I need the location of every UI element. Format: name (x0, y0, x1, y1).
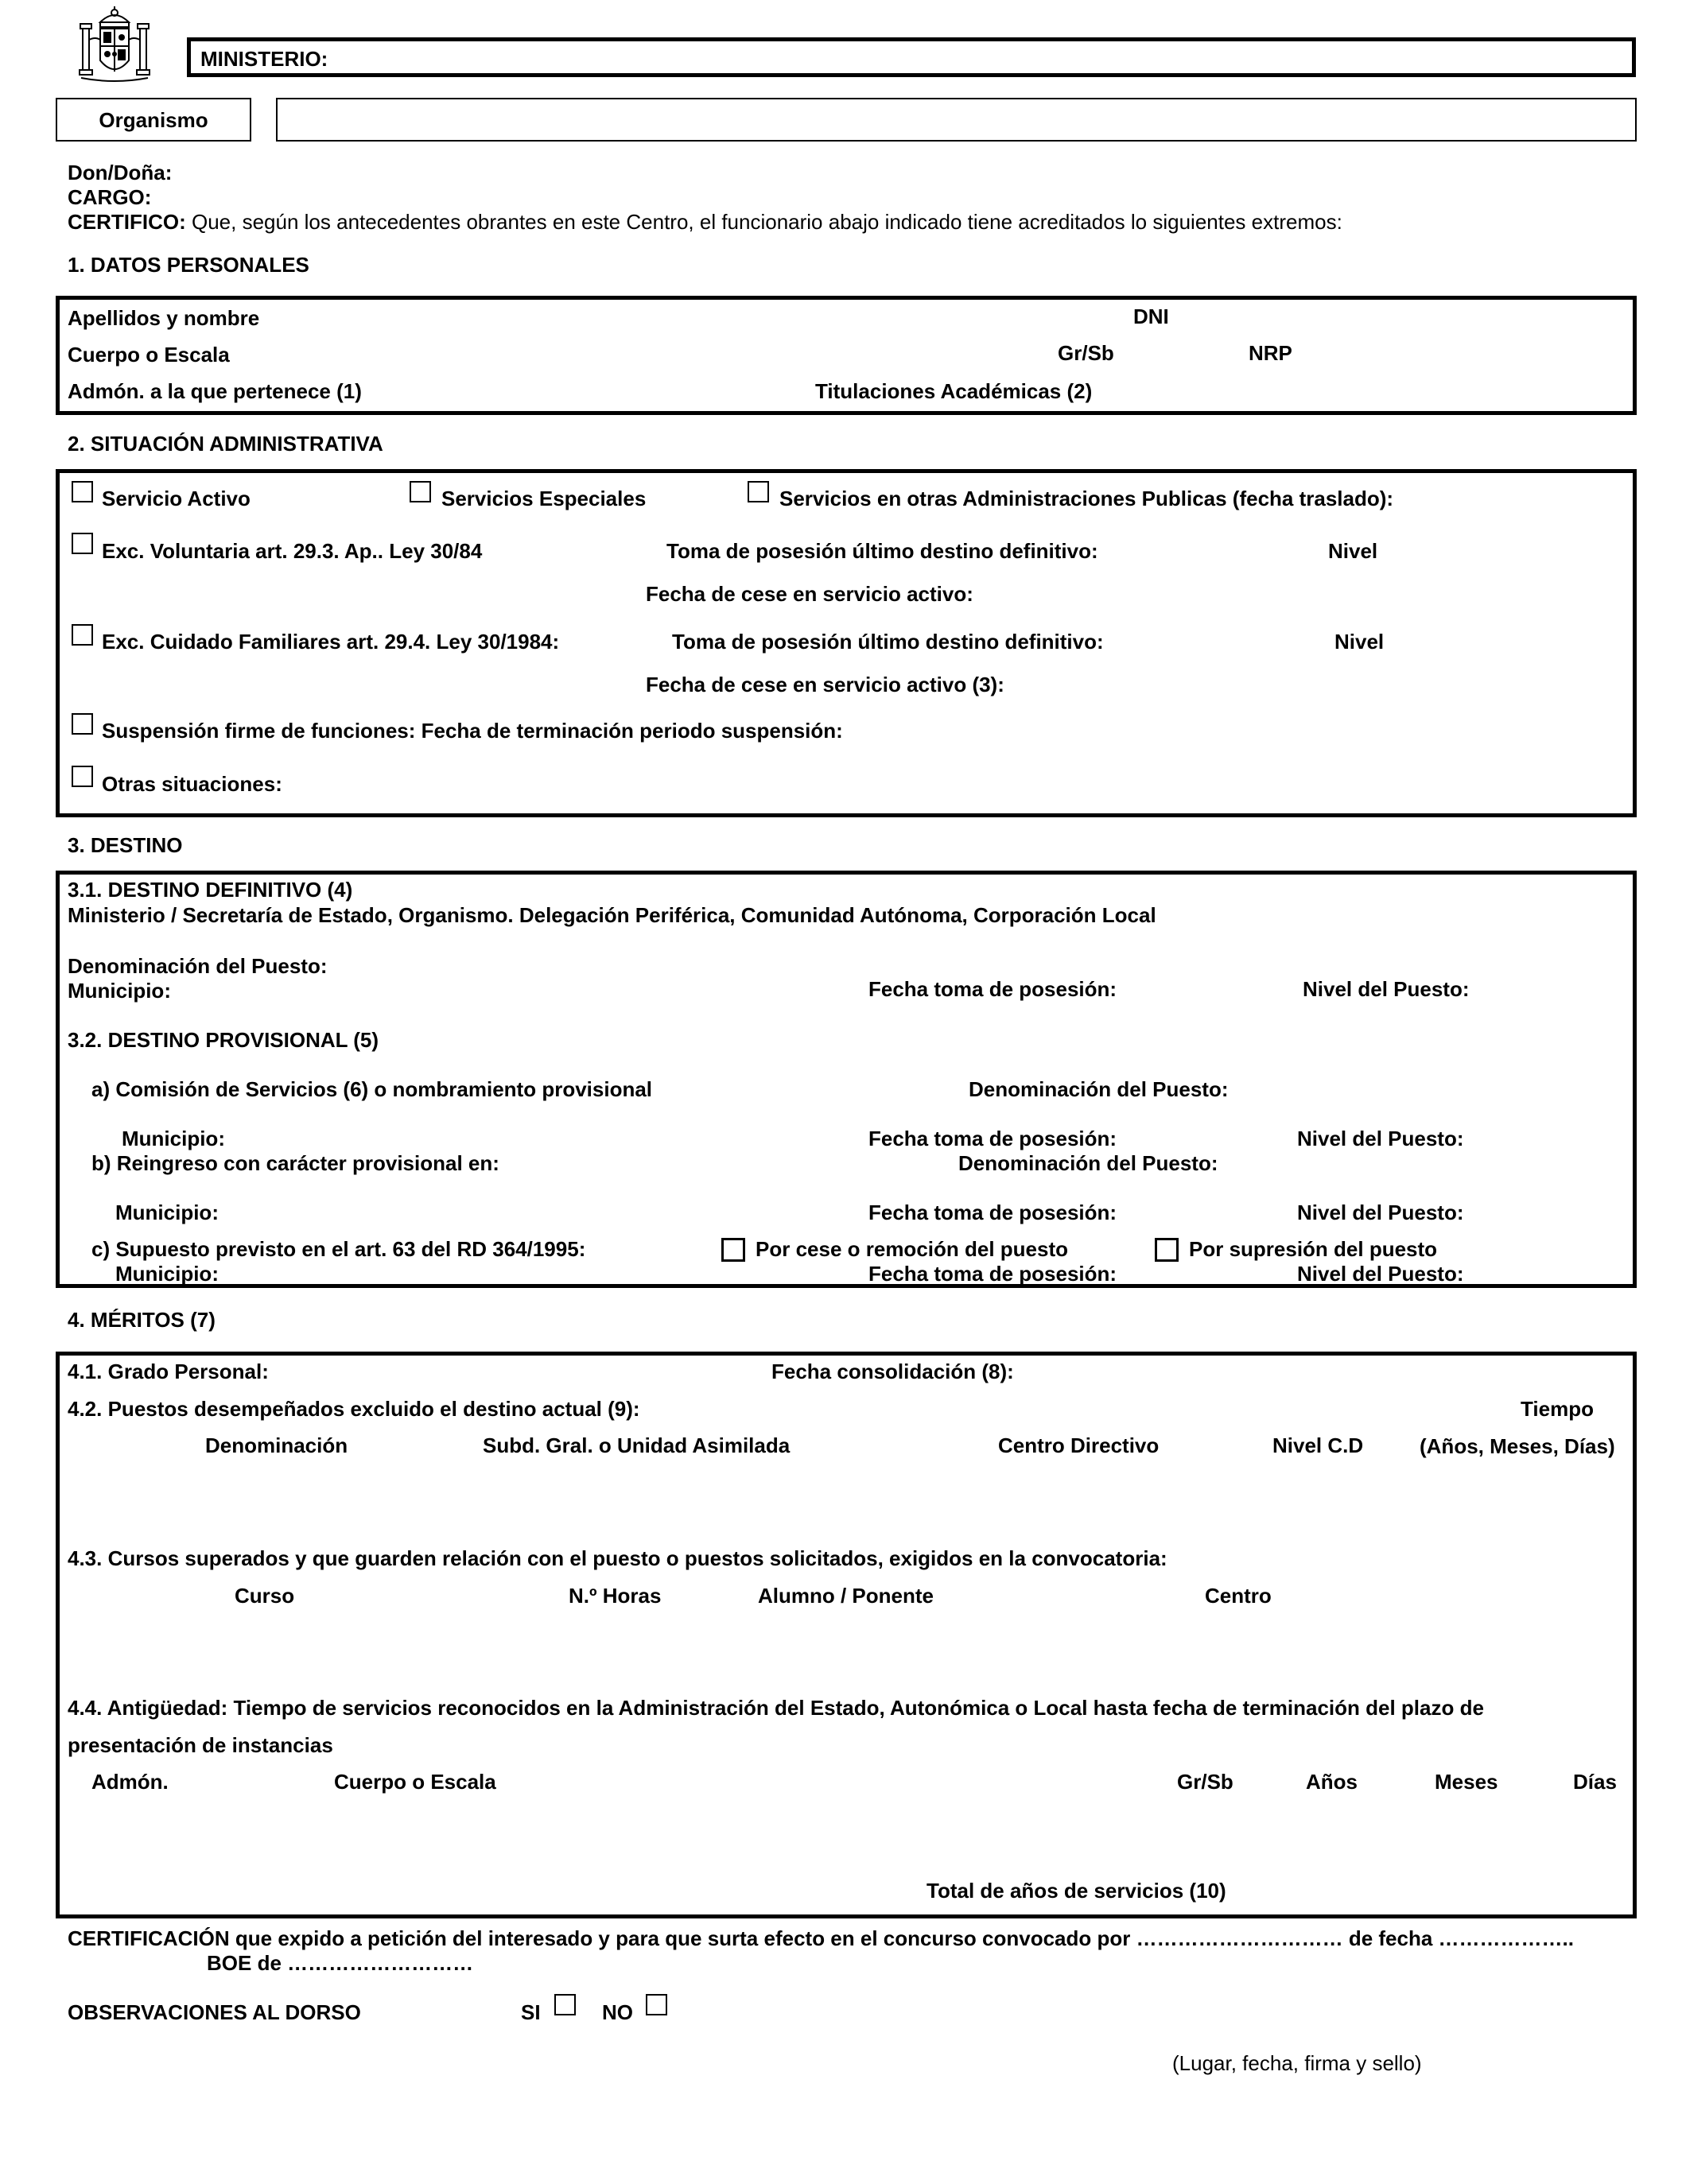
servicios-otras-checkbox[interactable] (748, 481, 769, 502)
col-alumno-ponente: Alumno / Ponente (758, 1584, 934, 1608)
titulaciones-label: Titulaciones Académicas (2) (815, 379, 1093, 403)
situacion-administrativa-box (56, 469, 1637, 817)
reingreso-label: b) Reingreso con carácter provisional en: (91, 1151, 499, 1175)
meritos-box (56, 1352, 1637, 1918)
dni-label: DNI (1133, 305, 1169, 328)
puestos-desempenados-label: 4.2. Puestos desempeñados excluido el destino actual (9): (68, 1397, 640, 1421)
destino-box (56, 871, 1637, 1288)
destino-provisional-title: 3.2. DESTINO PROVISIONAL (5) (68, 1028, 379, 1052)
ministerio-box[interactable] (187, 37, 1636, 77)
tiempo-header: Tiempo (1521, 1397, 1594, 1421)
servicios-especiales-label: Servicios Especiales (441, 487, 647, 510)
si-label: SI (521, 2000, 541, 2024)
destino-definitivo-ministerio: Ministerio / Secretaría de Estado, Organismo. Delegación Periférica, Comunidad Autónoma, Corporación Local (68, 903, 1156, 927)
don-label: Don/Doña: (68, 161, 173, 184)
supuesto-label: c) Supuesto previsto en el art. 63 del RD 364/1995: (91, 1237, 586, 1261)
servicio-activo-label: Servicio Activo (102, 487, 251, 510)
no-checkbox[interactable] (646, 1994, 667, 2015)
admon-label: Admón. a la que pertenece (1) (68, 379, 362, 403)
a-nivel-label: Nivel del Puesto: (1297, 1127, 1464, 1150)
cursos-label: 4.3. Cursos superados y que guarden relación con el puesto o puestos solicitados, exigidos en la convocatoria: (68, 1546, 1167, 1570)
col-horas: N.º Horas (569, 1584, 662, 1608)
nivel-puesto-label: Nivel del Puesto: (1303, 977, 1470, 1001)
organismo-field[interactable] (276, 98, 1637, 142)
a-fecha-label: Fecha toma de posesión: (868, 1127, 1117, 1150)
col-anos: Años (1306, 1770, 1358, 1794)
col-cuerpo-escala: Cuerpo o Escala (334, 1770, 496, 1794)
certifico-label: CERTIFICO: (68, 210, 186, 234)
lugar-fecha-firma: (Lugar, fecha, firma y sello) (1172, 2051, 1422, 2075)
otras-situaciones-label: Otras situaciones: (102, 772, 282, 796)
apellidos-label: Apellidos y nombre (68, 306, 260, 330)
cargo-label: CARGO: (68, 185, 152, 209)
certifico-text: Que, según los antecedentes obrantes en este Centro, el funcionario abajo indicado tiene acreditados lo siguientes extremos: (185, 210, 1342, 234)
municipio-label: Municipio: (68, 979, 171, 1003)
section-4-title: 4. MÉRITOS (7) (68, 1308, 216, 1332)
suspension-label: Suspensión firme de funciones: Fecha de terminación periodo suspensión: (102, 719, 843, 743)
otras-situaciones-checkbox[interactable] (72, 766, 93, 787)
b-municipio-label: Municipio: (115, 1201, 219, 1224)
col-centro-directivo: Centro Directivo (998, 1433, 1160, 1457)
col-meses: Meses (1435, 1770, 1498, 1794)
no-label: NO (602, 2000, 633, 2024)
cuerpo-label: Cuerpo o Escala (68, 343, 230, 367)
col-grsb: Gr/Sb (1177, 1770, 1233, 1794)
organismo-label-box (56, 98, 251, 142)
spain-coat-of-arms-icon (76, 5, 153, 86)
comision-servicios-label: a) Comisión de Servicios (6) o nombramiento provisional (91, 1077, 653, 1101)
col-admon: Admón. (91, 1770, 169, 1794)
suspension-checkbox[interactable] (72, 713, 93, 735)
fecha-cese-2-label: Fecha de cese en servicio activo (3): (646, 673, 1004, 696)
si-checkbox[interactable] (554, 1994, 576, 2015)
col-curso: Curso (235, 1584, 295, 1608)
destino-definitivo-title: 3.1. DESTINO DEFINITIVO (4) (68, 878, 353, 902)
nrp-label: NRP (1249, 341, 1292, 365)
servicios-otras-label: Servicios en otras Administraciones Publicas (fecha traslado): (779, 487, 1394, 510)
ministerio-label: MINISTERIO: (200, 47, 328, 71)
col-subd-gral: Subd. Gral. o Unidad Asimilada (483, 1433, 791, 1457)
certifico-line (68, 210, 1342, 234)
fecha-cese-1-label: Fecha de cese en servicio activo: (646, 582, 973, 606)
certificacion-text: CERTIFICACIÓN que expido a petición del interesado y para que surta efecto en el concurso convocado por ………………………… de fecha ……………….. (68, 1926, 1574, 1950)
section-2-title: 2. SITUACIÓN ADMINISTRATIVA (68, 432, 383, 456)
servicios-especiales-checkbox[interactable] (410, 481, 431, 502)
grado-personal-label: 4.1. Grado Personal: (68, 1360, 269, 1383)
c-fecha-label: Fecha toma de posesión: (868, 1262, 1117, 1286)
col-denominacion: Denominación (205, 1433, 348, 1457)
fecha-consolidacion-label: Fecha consolidación (8): (771, 1360, 1014, 1383)
organismo-label: Organismo (99, 108, 208, 132)
c-municipio-label: Municipio: (115, 1262, 219, 1286)
antiguedad-label-cont: presentación de instancias (68, 1733, 333, 1757)
supresion-puesto-label: Por supresión del puesto (1189, 1237, 1438, 1261)
a-municipio-label: Municipio: (122, 1127, 225, 1150)
col-nivel-cd: Nivel C.D (1272, 1433, 1364, 1457)
col-anos-meses-dias: (Años, Meses, Días) (1420, 1434, 1615, 1458)
observaciones-label: OBSERVACIONES AL DORSO (68, 2000, 361, 2024)
col-dias: Días (1573, 1770, 1617, 1794)
cese-remocion-checkbox[interactable] (721, 1238, 745, 1262)
c-nivel-label: Nivel del Puesto: (1297, 1262, 1464, 1286)
col-centro: Centro (1205, 1584, 1272, 1608)
toma-posesion-2-label: Toma de posesión último destino definitivo: (672, 630, 1104, 654)
antiguedad-label: 4.4. Antigüedad: Tiempo de servicios reconocidos en la Administración del Estado, Autonómica o Local hasta fecha de terminación del plazo de (68, 1696, 1484, 1720)
nivel-2-label: Nivel (1334, 630, 1385, 654)
a-denominacion-label: Denominación del Puesto: (969, 1077, 1229, 1101)
nivel-1-label: Nivel (1328, 539, 1378, 563)
boe-text: BOE de ……………………… (207, 1951, 474, 1975)
fecha-toma-label: Fecha toma de posesión: (868, 977, 1117, 1001)
total-anos-servicio: Total de años de servicios (10) (927, 1879, 1226, 1903)
grsb-label: Gr/Sb (1058, 341, 1114, 365)
b-nivel-label: Nivel del Puesto: (1297, 1201, 1464, 1224)
supresion-puesto-checkbox[interactable] (1155, 1238, 1179, 1262)
section-1-title: 1. DATOS PERSONALES (68, 253, 309, 277)
cese-remocion-label: Por cese o remoción del puesto (756, 1237, 1068, 1261)
datos-personales-box[interactable] (56, 296, 1637, 415)
section-3-title: 3. DESTINO (68, 833, 183, 857)
toma-posesion-1-label: Toma de posesión último destino definitivo: (666, 539, 1098, 563)
exc-voluntaria-label: Exc. Voluntaria art. 29.3. Ap.. Ley 30/84 (102, 539, 483, 563)
b-fecha-label: Fecha toma de posesión: (868, 1201, 1117, 1224)
b-denominacion-label: Denominación del Puesto: (958, 1151, 1218, 1175)
exc-cuidado-checkbox[interactable] (72, 624, 93, 646)
denominacion-label: Denominación del Puesto: (68, 954, 328, 978)
exc-voluntaria-checkbox[interactable] (72, 533, 93, 554)
servicio-activo-checkbox[interactable] (72, 481, 93, 502)
exc-cuidado-label: Exc. Cuidado Familiares art. 29.4. Ley 30/1984: (102, 630, 560, 654)
